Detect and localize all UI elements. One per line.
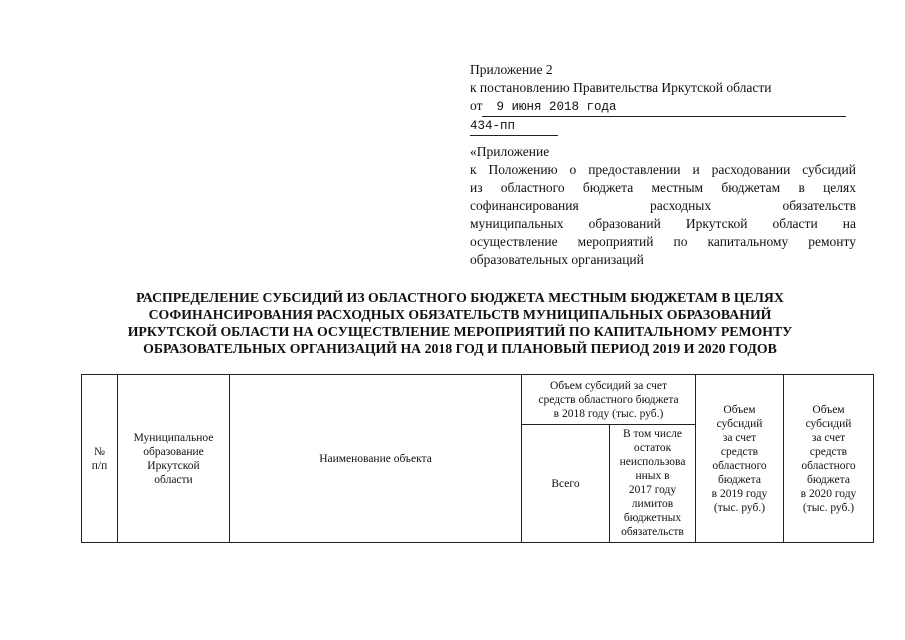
- appendix-date-row: [470, 97, 856, 117]
- appendix-number: Приложение 2: [470, 62, 553, 77]
- header-line: образование: [143, 445, 204, 458]
- header-line: остаток: [633, 442, 672, 454]
- header-num: [82, 375, 118, 543]
- header-line: в 2018 году (тыс. руб.): [553, 407, 664, 420]
- regulation-line: образовательных организаций: [470, 252, 644, 267]
- quote-appendix: «Приложение: [470, 144, 550, 159]
- header-line: Иркутской: [147, 459, 200, 472]
- title-line: РАСПРЕДЕЛЕНИЕ СУБСИДИЙ ИЗ ОБЛАСТНОГО БЮДЖЕТА МЕСТНЫМ БЮДЖЕТАМ В ЦЕЛЯХ: [136, 290, 784, 305]
- header-line: бюджетных: [623, 512, 682, 524]
- header-line: нных в: [635, 470, 670, 482]
- header-line: 2017 году: [628, 484, 677, 496]
- header-line: бюджета: [807, 473, 850, 486]
- header-line: (тыс. руб.): [802, 501, 855, 514]
- header-2020: [784, 375, 874, 543]
- regulation-line: осуществление мероприятий по капитальному ремонту: [470, 234, 856, 249]
- appendix-header: [470, 61, 856, 269]
- header-line: субсидий: [805, 417, 852, 430]
- header-2019: [696, 375, 784, 543]
- header-line: В том числе: [623, 428, 682, 440]
- document-title: [60, 289, 860, 357]
- from-label: от: [470, 98, 483, 113]
- header-line: в 2020 году: [800, 487, 857, 500]
- subsidy-table: [81, 374, 874, 543]
- title-line: ИРКУТСКОЙ ОБЛАСТИ НА ОСУЩЕСТВЛЕНИЕ МЕРОПРИЯТИЙ ПО КАПИТАЛЬНОМУ РЕМОНТУ: [127, 324, 793, 339]
- header-line: (тыс. руб.): [713, 501, 766, 514]
- header-line: средств областного бюджета: [538, 393, 679, 406]
- regulation-line: из областного бюджета местным бюджетам в целях: [470, 180, 856, 195]
- header-line: за счет: [811, 431, 846, 444]
- header-line: за счет: [722, 431, 757, 444]
- title-line: СОФИНАНСИРОВАНИЯ РАСХОДНЫХ ОБЯЗАТЕЛЬСТВ МУНИЦИПАЛЬНЫХ ОБРАЗОВАНИЙ: [148, 307, 772, 322]
- header-line: Объем: [812, 403, 845, 416]
- header-line: обязательств: [621, 526, 684, 538]
- header-line: области: [154, 473, 193, 486]
- regulation-line: софинансирования расходных обязательств: [470, 198, 856, 213]
- header-line: в 2019 году: [711, 487, 768, 500]
- appendix-number-row: [470, 117, 856, 136]
- appendix-resolution: к постановлению Правительства Иркутской области: [470, 80, 772, 95]
- resolution-number: 434-пп: [470, 117, 558, 136]
- header-line: неиспользова: [619, 456, 686, 468]
- header-2018-group: [522, 375, 696, 425]
- header-line: бюджета: [718, 473, 761, 486]
- header-line: Муниципальное: [133, 431, 214, 444]
- title-line: ОБРАЗОВАТЕЛЬНЫХ ОРГАНИЗАЦИЙ НА 2018 ГОД И ПЛАНОВЫЙ ПЕРИОД 2019 И 2020 ГОДОВ: [143, 341, 777, 356]
- header-line: областного: [712, 459, 767, 472]
- header-line: средств: [720, 445, 759, 458]
- header-2018-remainder: [610, 425, 696, 543]
- header-object-name: Наименование объекта: [230, 375, 522, 543]
- regulation-line: муниципальных образований Иркутской области на: [470, 216, 856, 231]
- resolution-date: 9 июня 2018 года: [482, 98, 846, 117]
- header-line: п/п: [91, 459, 108, 472]
- header-line: Объем субсидий за счет: [549, 379, 668, 392]
- header-2018-total: Всего: [522, 425, 610, 543]
- header-line: лимитов: [631, 498, 674, 510]
- header-municipality: [118, 375, 230, 543]
- header-line: субсидий: [716, 417, 763, 430]
- header-line: Объем: [723, 403, 756, 416]
- header-line: №: [94, 445, 105, 458]
- header-line: средств: [809, 445, 848, 458]
- header-line: областного: [801, 459, 856, 472]
- regulation-line: к Положению о предоставлении и расходовании субсидий: [470, 162, 856, 177]
